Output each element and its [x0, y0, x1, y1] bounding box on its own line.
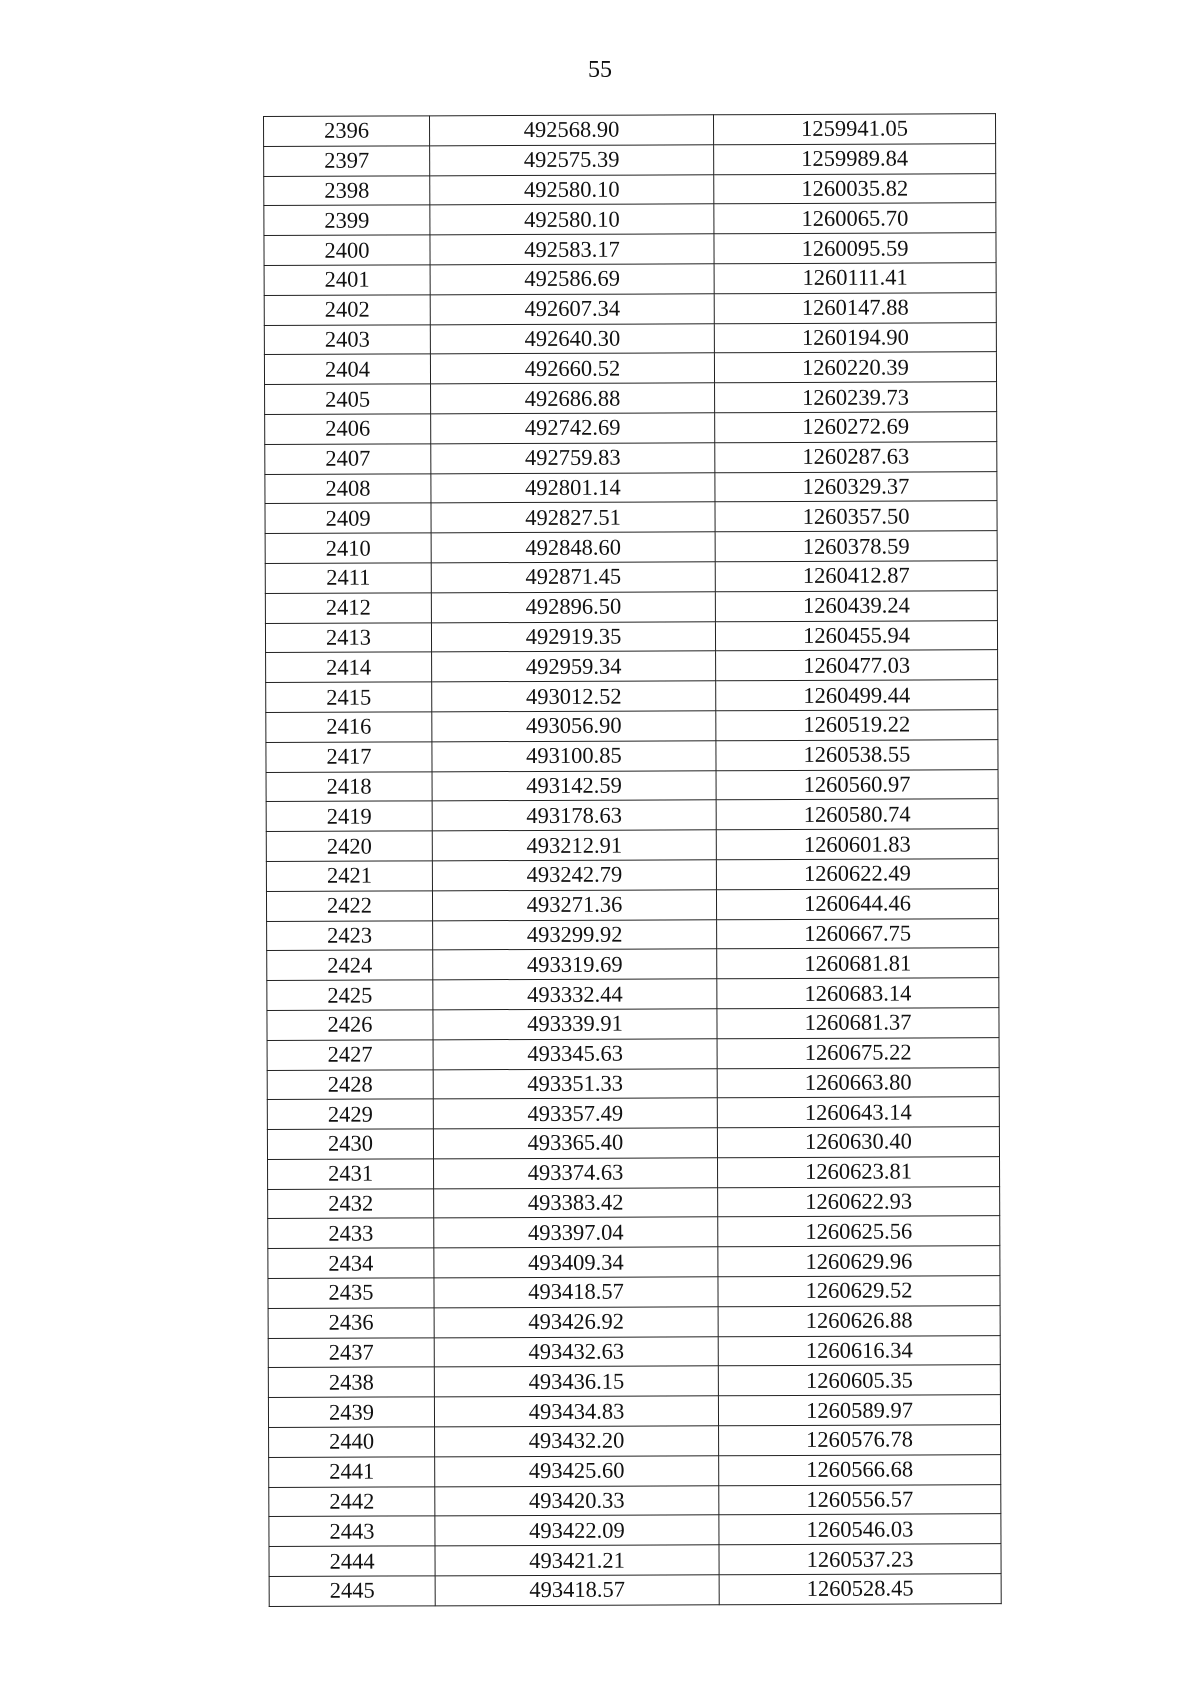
y-coordinate-cell: 1260675.22: [717, 1037, 999, 1068]
table-row: [267, 1037, 999, 1070]
table-row: [266, 799, 998, 832]
x-coordinate-cell: 493242.79: [432, 860, 716, 891]
point-number-cell: 2435: [268, 1278, 434, 1308]
table-row: [265, 412, 997, 445]
table-row: [266, 859, 998, 892]
x-coordinate-cell: 492801.14: [431, 472, 715, 503]
y-coordinate-cell: 1260147.88: [714, 292, 996, 323]
point-number-cell: 2437: [268, 1338, 434, 1368]
x-coordinate-cell: 492827.51: [431, 502, 715, 533]
table-row: [264, 233, 996, 266]
table-row: [264, 114, 996, 147]
y-coordinate-cell: 1260499.44: [716, 680, 998, 711]
table-row: [269, 1544, 1001, 1577]
x-coordinate-cell: 492575.39: [430, 145, 714, 176]
y-coordinate-cell: 1260329.37: [715, 471, 997, 502]
table-row: [265, 382, 997, 415]
point-number-cell: 2416: [266, 712, 432, 742]
point-number-cell: 2413: [265, 622, 431, 652]
x-coordinate-cell: 493432.63: [434, 1336, 718, 1367]
x-coordinate-cell: 492871.45: [431, 562, 715, 593]
point-number-cell: 2438: [268, 1367, 434, 1397]
table-row: [265, 561, 997, 594]
y-coordinate-cell: 1260616.34: [718, 1335, 1000, 1366]
point-number-cell: 2441: [269, 1457, 435, 1487]
y-coordinate-cell: 1260537.23: [719, 1544, 1001, 1575]
table-row: [264, 143, 996, 176]
y-coordinate-cell: 1260477.03: [716, 650, 998, 681]
table-row: [269, 1514, 1001, 1547]
point-number-cell: 2431: [268, 1159, 434, 1189]
table-row: [266, 650, 998, 683]
x-coordinate-cell: 493365.40: [433, 1128, 717, 1159]
y-coordinate-cell: 1260629.52: [718, 1276, 1000, 1307]
table-row: [265, 531, 997, 564]
table-row: [264, 173, 996, 206]
y-coordinate-cell: 1260095.59: [714, 233, 996, 264]
x-coordinate-cell: 493271.36: [432, 889, 716, 920]
x-coordinate-cell: 493422.09: [435, 1515, 719, 1546]
point-number-cell: 2419: [266, 801, 432, 831]
y-coordinate-cell: 1260629.96: [718, 1246, 1000, 1277]
table-row: [265, 620, 997, 653]
page-number: 55: [588, 57, 612, 83]
table-row: [265, 441, 997, 474]
table-row: [269, 1425, 1001, 1458]
x-coordinate-cell: 493434.83: [434, 1396, 718, 1427]
table-row: [266, 769, 998, 802]
table-row: [265, 471, 997, 504]
table-row: [266, 888, 998, 921]
point-number-cell: 2422: [266, 891, 432, 921]
y-coordinate-cell: 1260412.87: [715, 561, 997, 592]
x-coordinate-cell: 493397.04: [434, 1217, 718, 1248]
point-number-cell: 2398: [264, 175, 430, 205]
x-coordinate-cell: 493056.90: [432, 711, 716, 742]
y-coordinate-cell: 1260667.75: [717, 918, 999, 949]
x-coordinate-cell: 492580.10: [430, 174, 714, 205]
x-coordinate-cell: 493383.42: [434, 1187, 718, 1218]
y-coordinate-cell: 1260601.83: [716, 829, 998, 860]
point-number-cell: 2430: [267, 1129, 433, 1159]
x-coordinate-cell: 492640.30: [430, 323, 714, 354]
table-row: [264, 203, 996, 236]
x-coordinate-cell: 492583.17: [430, 234, 714, 265]
x-coordinate-cell: 493339.91: [433, 1009, 717, 1040]
x-coordinate-cell: 493212.91: [432, 830, 716, 861]
point-number-cell: 2405: [265, 384, 431, 414]
y-coordinate-cell: 1260194.90: [714, 322, 996, 353]
table-row: [265, 501, 997, 534]
point-number-cell: 2411: [265, 563, 431, 593]
y-coordinate-cell: 1260644.46: [716, 888, 998, 919]
point-number-cell: 2440: [269, 1427, 435, 1457]
x-coordinate-cell: 493299.92: [433, 919, 717, 950]
point-number-cell: 2432: [268, 1189, 434, 1219]
point-number-cell: 2400: [264, 235, 430, 265]
table-row: [268, 1216, 1000, 1249]
coordinates-table: [263, 113, 1002, 1607]
point-number-cell: 2421: [266, 861, 432, 891]
y-coordinate-cell: 1260519.22: [716, 710, 998, 741]
x-coordinate-cell: 493319.69: [433, 949, 717, 980]
point-number-cell: 2406: [265, 414, 431, 444]
y-coordinate-cell: 1260272.69: [715, 412, 997, 443]
point-number-cell: 2442: [269, 1487, 435, 1517]
table-row: [268, 1365, 1000, 1398]
y-coordinate-cell: 1260625.56: [718, 1216, 1000, 1247]
table-row: [268, 1157, 1000, 1190]
y-coordinate-cell: 1260378.59: [715, 531, 997, 562]
point-number-cell: 2396: [264, 116, 430, 146]
y-coordinate-cell: 1260622.93: [718, 1186, 1000, 1217]
point-number-cell: 2425: [267, 980, 433, 1010]
table-row: [266, 829, 998, 862]
point-number-cell: 2426: [267, 1010, 433, 1040]
point-number-cell: 2409: [265, 503, 431, 533]
x-coordinate-cell: 492580.10: [430, 204, 714, 235]
table-row: [264, 263, 996, 296]
y-coordinate-cell: 1260455.94: [715, 620, 997, 651]
point-number-cell: 2414: [266, 652, 432, 682]
x-coordinate-cell: 493432.20: [435, 1426, 719, 1457]
point-number-cell: 2434: [268, 1248, 434, 1278]
y-coordinate-cell: 1260622.49: [716, 859, 998, 890]
table-row: [269, 1574, 1001, 1607]
y-coordinate-cell: 1259989.84: [714, 143, 996, 174]
point-number-cell: 2423: [267, 920, 433, 950]
table-row: [264, 322, 996, 355]
table-row: [266, 710, 998, 743]
table-row: [267, 948, 999, 981]
point-number-cell: 2436: [268, 1308, 434, 1338]
table-row: [268, 1306, 1000, 1339]
x-coordinate-cell: 493345.63: [433, 1038, 717, 1069]
y-coordinate-cell: 1260556.57: [719, 1484, 1001, 1515]
y-coordinate-cell: 1260643.14: [717, 1097, 999, 1128]
table-row: [269, 1455, 1001, 1488]
y-coordinate-cell: 1260605.35: [718, 1365, 1000, 1396]
x-coordinate-cell: 493100.85: [432, 740, 716, 771]
y-coordinate-cell: 1260681.37: [717, 1008, 999, 1039]
point-number-cell: 2429: [267, 1099, 433, 1129]
point-number-cell: 2418: [266, 771, 432, 801]
y-coordinate-cell: 1260589.97: [718, 1395, 1000, 1426]
y-coordinate-cell: 1260111.41: [714, 263, 996, 294]
point-number-cell: 2403: [264, 324, 430, 354]
x-coordinate-cell: 493142.59: [432, 770, 716, 801]
x-coordinate-cell: 492896.50: [431, 592, 715, 623]
y-coordinate-cell: 1260683.14: [717, 978, 999, 1009]
coordinates-table-body: [264, 114, 1002, 1607]
x-coordinate-cell: 493425.60: [435, 1456, 719, 1487]
table-row: [264, 352, 996, 385]
y-coordinate-cell: 1260287.63: [715, 441, 997, 472]
table-row: [265, 590, 997, 623]
x-coordinate-cell: 493409.34: [434, 1247, 718, 1278]
x-coordinate-cell: 493418.57: [434, 1277, 718, 1308]
x-coordinate-cell: 493426.92: [434, 1307, 718, 1338]
x-coordinate-cell: 493374.63: [434, 1158, 718, 1189]
y-coordinate-cell: 1260239.73: [715, 382, 997, 413]
point-number-cell: 2417: [266, 742, 432, 772]
table-row: [267, 918, 999, 951]
x-coordinate-cell: 493351.33: [433, 1068, 717, 1099]
point-number-cell: 2427: [267, 1040, 433, 1070]
point-number-cell: 2408: [265, 473, 431, 503]
x-coordinate-cell: 492848.60: [431, 532, 715, 563]
y-coordinate-cell: 1260630.40: [717, 1127, 999, 1158]
y-coordinate-cell: 1260681.81: [717, 948, 999, 979]
table-row: [266, 739, 998, 772]
table-row: [267, 1097, 999, 1130]
point-number-cell: 2443: [269, 1516, 435, 1546]
point-number-cell: 2397: [264, 146, 430, 176]
table-row: [268, 1276, 1000, 1309]
point-number-cell: 2399: [264, 205, 430, 235]
point-number-cell: 2445: [269, 1576, 435, 1606]
x-coordinate-cell: 492586.69: [430, 264, 714, 295]
y-coordinate-cell: 1260623.81: [718, 1157, 1000, 1188]
x-coordinate-cell: 492568.90: [430, 115, 714, 146]
y-coordinate-cell: 1260528.45: [719, 1574, 1001, 1605]
x-coordinate-cell: 492660.52: [430, 353, 714, 384]
table-row: [268, 1186, 1000, 1219]
x-coordinate-cell: 492759.83: [431, 443, 715, 474]
y-coordinate-cell: 1260663.80: [717, 1067, 999, 1098]
point-number-cell: 2407: [265, 444, 431, 474]
x-coordinate-cell: 492686.88: [431, 383, 715, 414]
y-coordinate-cell: 1260439.24: [715, 590, 997, 621]
y-coordinate-cell: 1260626.88: [718, 1306, 1000, 1337]
x-coordinate-cell: 493436.15: [434, 1366, 718, 1397]
x-coordinate-cell: 493420.33: [435, 1485, 719, 1516]
x-coordinate-cell: 493012.52: [432, 681, 716, 712]
x-coordinate-cell: 493421.21: [435, 1545, 719, 1576]
point-number-cell: 2444: [269, 1546, 435, 1576]
table-row: [268, 1246, 1000, 1279]
table-row: [264, 292, 996, 325]
point-number-cell: 2415: [266, 682, 432, 712]
point-number-cell: 2428: [267, 1069, 433, 1099]
point-number-cell: 2433: [268, 1218, 434, 1248]
y-coordinate-cell: 1260357.50: [715, 501, 997, 532]
point-number-cell: 2410: [265, 533, 431, 563]
x-coordinate-cell: 493418.57: [435, 1575, 719, 1606]
table-row: [267, 1127, 999, 1160]
table-row: [267, 1067, 999, 1100]
x-coordinate-cell: 492607.34: [430, 294, 714, 325]
point-number-cell: 2412: [265, 593, 431, 623]
y-coordinate-cell: 1260065.70: [714, 203, 996, 234]
y-coordinate-cell: 1260538.55: [716, 739, 998, 770]
point-number-cell: 2439: [268, 1397, 434, 1427]
table-row: [269, 1484, 1001, 1517]
point-number-cell: 2420: [266, 831, 432, 861]
y-coordinate-cell: 1260546.03: [719, 1514, 1001, 1545]
y-coordinate-cell: 1260560.97: [716, 769, 998, 800]
table-row: [266, 680, 998, 713]
x-coordinate-cell: 492959.34: [432, 651, 716, 682]
y-coordinate-cell: 1260566.68: [719, 1455, 1001, 1486]
x-coordinate-cell: 492742.69: [431, 413, 715, 444]
point-number-cell: 2404: [264, 354, 430, 384]
y-coordinate-cell: 1260220.39: [714, 352, 996, 383]
point-number-cell: 2402: [264, 295, 430, 325]
y-coordinate-cell: 1259941.05: [713, 114, 995, 145]
y-coordinate-cell: 1260035.82: [714, 173, 996, 204]
table-row: [267, 1008, 999, 1041]
x-coordinate-cell: 493332.44: [433, 979, 717, 1010]
x-coordinate-cell: 493178.63: [432, 800, 716, 831]
point-number-cell: 2424: [267, 950, 433, 980]
table-row: [268, 1335, 1000, 1368]
y-coordinate-cell: 1260580.74: [716, 799, 998, 830]
table-row: [268, 1395, 1000, 1428]
y-coordinate-cell: 1260576.78: [719, 1425, 1001, 1456]
x-coordinate-cell: 492919.35: [431, 621, 715, 652]
point-number-cell: 2401: [264, 265, 430, 295]
table-row: [267, 978, 999, 1011]
x-coordinate-cell: 493357.49: [433, 1098, 717, 1129]
